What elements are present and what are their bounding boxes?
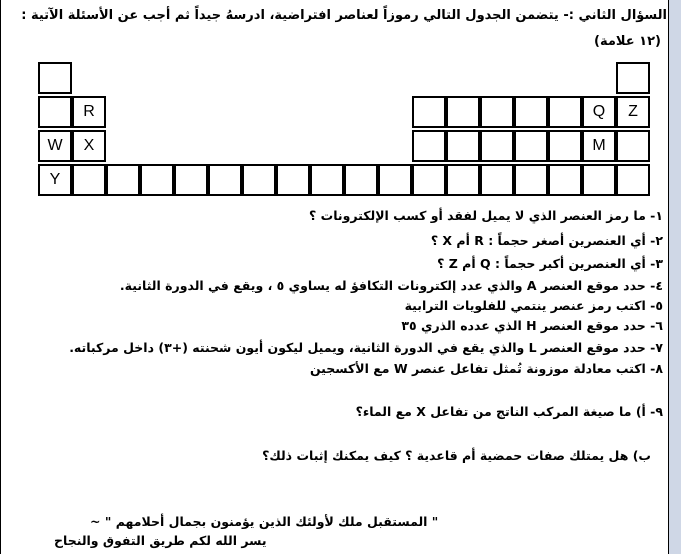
table-cell-Q: Q: [582, 96, 616, 128]
table-cell: [208, 164, 242, 196]
question-2: ٢- أي العنصرين أصغر حجماً : R أم X ؟: [430, 233, 663, 248]
table-cell: [412, 164, 446, 196]
table-cell-X: X: [72, 130, 106, 162]
table-cell-Y: Y: [38, 164, 72, 196]
table-cell: [548, 130, 582, 162]
table-cell: [412, 130, 446, 162]
question-title: السؤال الثاني :- يتضمن الجدول التالي رموزاً لعناصر افتراضية، ادرسهُ جيداً ثم أجب عن الأسئلة الآتية :: [21, 8, 667, 23]
closing-wish: يسر الله لكم طريق التفوق والنجاح: [54, 533, 267, 548]
question-7: ٧- حدد موقع العنصر L والذي يقع في الدورة الثانية، ويميل ليكون أيون شحنته (+٣) داخل مركباته.: [69, 340, 663, 355]
question-5: ٥- اكتب رمز عنصر ينتمي للفلويات الترابية: [404, 298, 663, 313]
question-8: ٨- اكتب معادلة موزونة تُمثل تفاعل عنصر W مع الأكسجين: [309, 361, 663, 376]
table-cell: [446, 130, 480, 162]
question-3: ٣- أي العنصرين أكبر حجماً : Q أم Z ؟: [437, 256, 663, 271]
table-cell: [412, 96, 446, 128]
table-cell: [514, 130, 548, 162]
table-cell: [344, 164, 378, 196]
table-cell: [106, 164, 140, 196]
question-6: ٦- حدد موقع العنصر H الذي عدده الذري ٣٥: [401, 318, 663, 333]
table-cell: [446, 96, 480, 128]
table-cell: [174, 164, 208, 196]
table-cell: [548, 164, 582, 196]
table-cell-R: R: [72, 96, 106, 128]
table-cell: [480, 164, 514, 196]
table-cell: [310, 164, 344, 196]
question-4: ٤- حدد موقع العنصر A والذي عدد إلكترونات التكافؤ له يساوي ٥ ، ويقع في الدورة الثانية.: [119, 278, 663, 293]
table-cell: [616, 130, 650, 162]
table-cell: [514, 164, 548, 196]
question-marks: (١٢ علامة): [594, 34, 661, 49]
table-cell-Z: Z: [616, 96, 650, 128]
table-cell: [140, 164, 174, 196]
closing-quote: " المستقبل ملك لأولئك الذين يؤمنون بجمال أحلامهم " ~: [90, 514, 439, 529]
question-9b: ب) هل يمتلك صفات حمضية أم قاعدية ؟ كيف يمكنك إثبات ذلك؟: [262, 448, 651, 463]
table-cell: [480, 96, 514, 128]
table-cell: [378, 164, 412, 196]
window-side-strip: [669, 0, 681, 554]
table-cell: [582, 164, 616, 196]
question-9a: ٩- أ) ما صيغة المركب الناتج من تفاعل X مع الماء؟: [355, 404, 663, 419]
table-cell: [616, 62, 650, 94]
table-cell-M: M: [582, 130, 616, 162]
table-cell: [514, 96, 548, 128]
table-cell: [242, 164, 276, 196]
table-cell: [548, 96, 582, 128]
table-cell: [616, 164, 650, 196]
question-1: ١- ما رمز العنصر الذي لا يميل لفقد أو كسب الإلكترونات ؟: [309, 208, 663, 223]
table-cell-W: W: [38, 130, 72, 162]
table-cell: [38, 62, 72, 94]
table-cell: [38, 96, 72, 128]
table-cell: [72, 164, 106, 196]
table-cell: [480, 130, 514, 162]
table-cell: [446, 164, 480, 196]
table-cell: [276, 164, 310, 196]
